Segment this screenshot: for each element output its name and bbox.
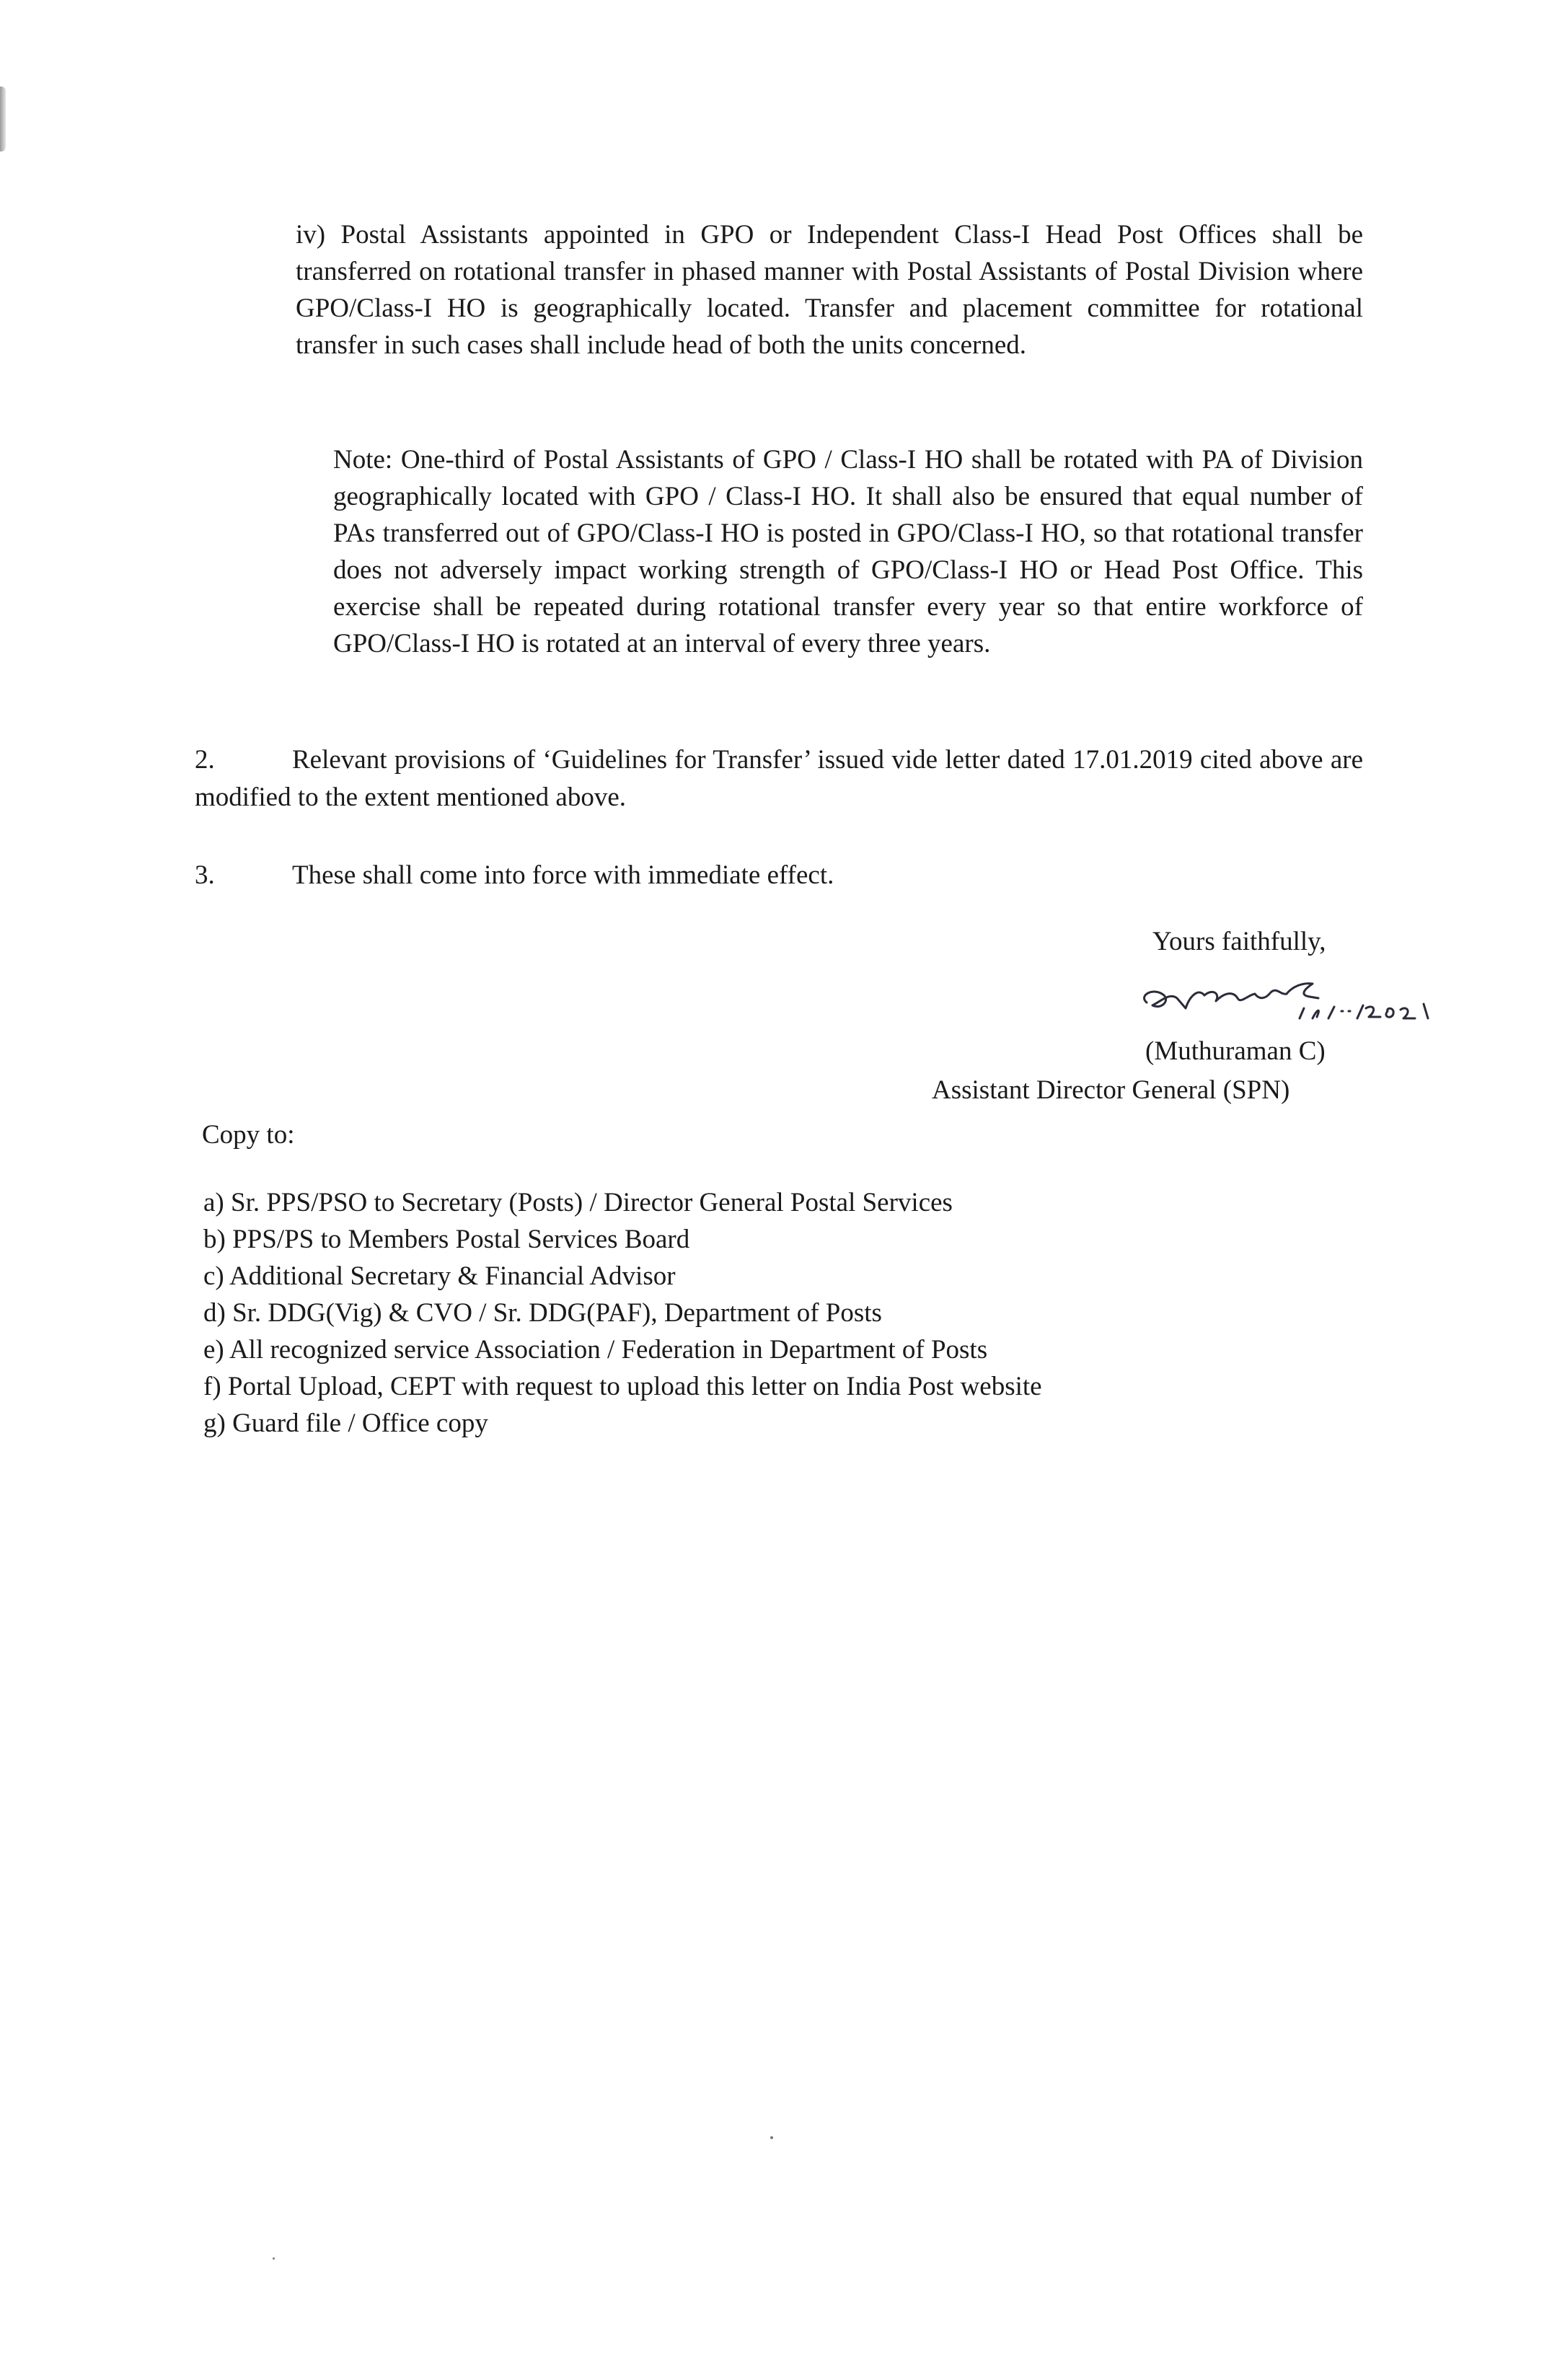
scan-speck [770, 2136, 773, 2139]
paragraph-3 [195, 857, 1363, 894]
list-item: f) Portal Upload, CEPT with request to upload this letter on India Post website [203, 1372, 1042, 1401]
paragraph-3-text: These shall come into force with immediate effect. [292, 860, 834, 890]
list-item: c) Additional Secretary & Financial Advisor [203, 1261, 676, 1291]
paragraph-iv: iv) Postal Assistants appointed in GPO or Independent Class-I Head Post Offices shall be transferred on rotational transfer in phased manner with Postal Assistants of Postal Division where GPO/Class-I HO is geographically located. Transfer and placement committee for rotational transfer in such cases shall include head of both the units concerned. [296, 220, 1363, 360]
closing-salutation: Yours faithfully, [1152, 927, 1326, 956]
signatory-name: (Muthuraman C) [1145, 1036, 1326, 1066]
paragraph-3-number: 3. [195, 860, 215, 890]
paragraph-2 [195, 741, 1363, 816]
paragraph-2-number: 2. [195, 745, 215, 775]
list-item: g) Guard file / Office copy [203, 1409, 488, 1438]
paragraph-2-text: Relevant provisions of ‘Guidelines for Transfer’ issued vide letter dated 17.01.2019 cited above are modified to the extent mentioned above. [195, 745, 1363, 812]
copy-to-heading: Copy to: [202, 1120, 295, 1150]
copy-to-list [203, 1184, 1042, 1442]
handwritten-signature [1132, 966, 1464, 1031]
list-item: d) Sr. DDG(Vig) & CVO / Sr. DDG(PAF), Department of Posts [203, 1298, 882, 1328]
signatory-designation: Assistant Director General (SPN) [932, 1075, 1290, 1105]
scan-edge-mark [0, 87, 6, 151]
note-paragraph: Note: One-third of Postal Assistants of GPO / Class-I HO shall be rotated with PA of Division geographically located with GPO / Class-I HO. It shall also be ensured that equal number of PAs transferred out of GPO/Class-I HO is posted in GPO/Class-I HO, so that rotational transfer does not adversely impact working strength of GPO/Class-I HO or Head Post Office. This exercise shall be repeated during rotational transfer every year so that entire workforce of GPO/Class-I HO is rotated at an interval of every three years. [333, 445, 1363, 658]
list-item: b) PPS/PS to Members Postal Services Board [203, 1225, 690, 1254]
scan-speck [273, 2257, 275, 2260]
list-item: a) Sr. PPS/PSO to Secretary (Posts) / Director General Postal Services [203, 1188, 953, 1217]
list-item: e) All recognized service Association / Federation in Department of Posts [203, 1335, 988, 1365]
